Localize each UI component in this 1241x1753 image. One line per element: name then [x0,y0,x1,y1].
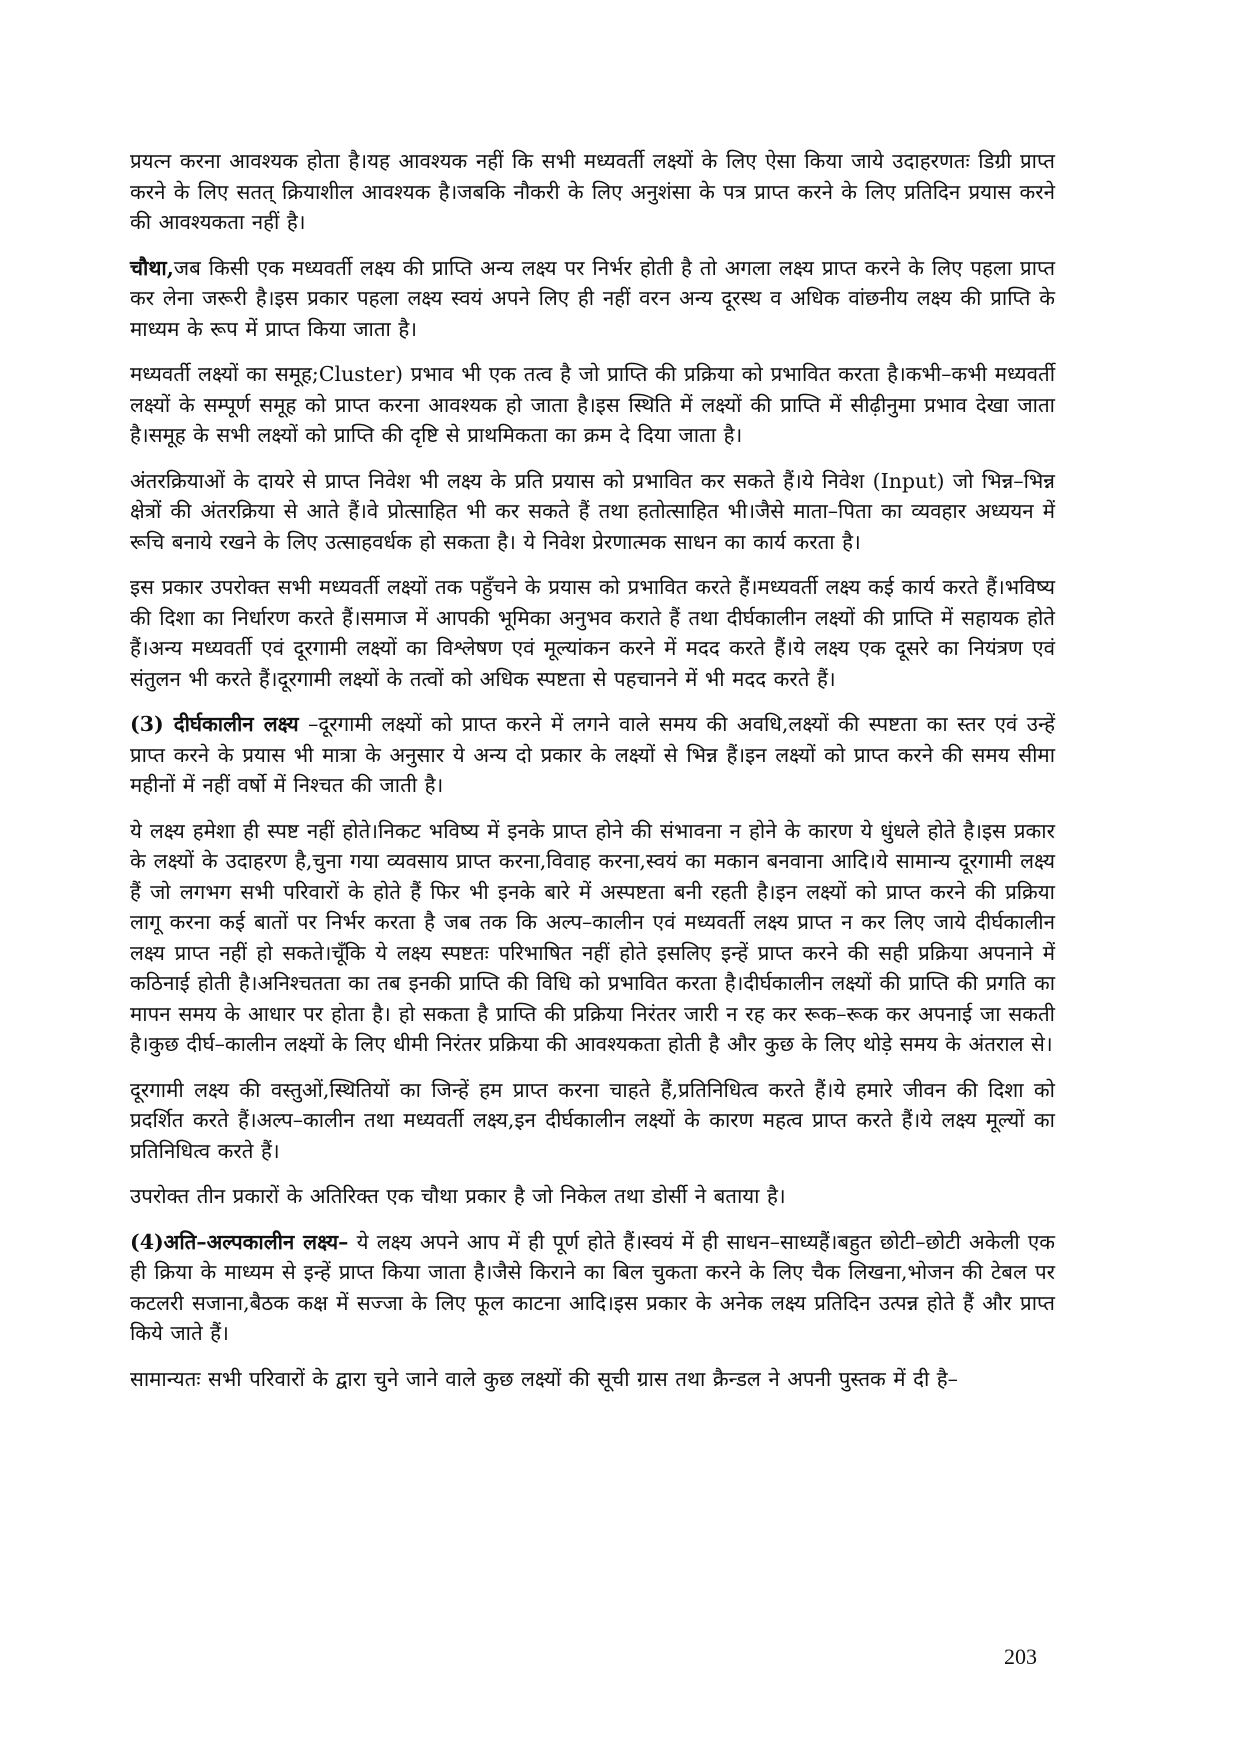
paragraph-cluster-effect [130,359,1055,451]
paragraph-text: सामान्यतः सभी परिवारों के द्वारा चुने जाने वाले कुछ लक्ष्यों की सूची ग्रास तथा क्रैन्डल ने अपनी पुस्तक में दी है– [130,1366,958,1391]
paragraph-text: मध्यवर्ती लक्ष्यों का समूह;Cluster) प्रभाव भी एक तत्व है जो प्राप्ति की प्रक्रिया को प्रभावित करता है।कभी–कभी मध्यवर्ती लक्ष्यों के सम्पूर्ण समूह को प्राप्त करना आवश्यक हो जाता है।इस स्थिति में लक्ष्यों की प्राप्ति में सीढ़ीनुमा प्रभाव देखा जाता है।समूह के सभी लक्ष्यों को प्राप्ति की दृष्टि से प्राथमिकता का क्रम दे दिया जाता है। [130,362,1055,447]
paragraph-text: दूरगामी लक्ष्य की वस्तुओं,स्थितियों का जिन्हें हम प्राप्त करना चाहते हैं,प्रतिनिधित्व करते हैं।ये हमारे जीवन की दिशा को प्रदर्शित करते हैं।अल्प–कालीन तथा मध्यवर्ती लक्ष्य,इन दीर्घकालीन लक्ष्यों के कारण महत्व प्राप्त करते हैं।ये लक्ष्य मूल्यों का प्रतिनिधित्व करते हैं। [130,1077,1055,1163]
paragraph-text: प्रयत्न करना आवश्यक होता है।यह आवश्यक नहीं कि सभी मध्यवर्ती लक्ष्यों के लिए ऐसा किया जाये उदाहरणतः डिग्री प्राप्त करने के लिए सतत् क्रियाशील आवश्यक है।जबकि नौकरी के लिए अनुशंसा के पत्र प्राप्त करने के लिए प्रतिदिन प्रयास करने की आवश्यकता नहीं है। [130,149,1055,234]
paragraph-lead: चौथा, [130,255,174,280]
page-number: 203 [1004,1644,1037,1669]
paragraph-very-short-term-goals [130,1227,1055,1349]
paragraph-fourth-point [130,253,1055,345]
paragraph-text: ये लक्ष्य हमेशा ही स्पष्ट नहीं होते।निकट भविष्य में इनके प्राप्त होने की संभावना न होने के कारण ये धुंधले होते है।इस प्रकार के लक्ष्यों के उदाहरण है,चुना गया व्यवसाय प्राप्त करना,विवाह करना,स्वयं का मकान बनवाना आदि।ये सामान्य दूरगामी लक्ष्य हैं जो लगभग सभी परिवारों के होते हैं फिर भी इनके बारे में अस्पष्टता बनी रहती है।इन लक्ष्यों को प्राप्त करने की प्रक्रिया लागू करना कई बातों पर निर्भर करता है जब तक कि अल्प–कालीन एवं मध्यवर्ती लक्ष्य प्राप्त न कर लिए जाये दीर्घकालीन लक्ष्य प्राप्त नहीं हो सकते।चूँकि ये लक्ष्य स्पष्टतः परिभाषित नहीं होते इसलिए इन्हें प्राप्त करने की सही प्रक्रिया अपनाने में कठिनाई होती है।अनिश्चतता का तब इनकी प्राप्ति की विधि को प्रभावित करता है।दीर्घकालीन लक्ष्यों की प्राप्ति की प्रगति का मापन समय के आधार पर होता है। हो सकता है प्राप्ति की प्रक्रिया निरंतर जारी न रह कर रूक–रूक कर अपनाई जा सकती है।कुछ दीर्घ–कालीन लक्ष्यों के लिए धीमी निरंतर प्रक्रिया की आवश्यकता होती है और कुछ के लिए थोड़े समय के अंतराल से। [130,818,1055,1056]
section-heading: (4)अति–अल्पकालीन लक्ष्य– [130,1229,349,1254]
paragraph-text: इस प्रकार उपरोक्त सभी मध्यवर्ती लक्ष्यों तक पहुँचने के प्रयास को प्रभावित करते हैं।मध्यवर्ती लक्ष्य कई कार्य करते हैं।भविष्य की दिशा का निर्धारण करते हैं।समाज में आपकी भूमिका अनुभव कराते हैं तथा दीर्घकालीन लक्ष्यों की प्राप्ति में सहायक होते हैं।अन्य मध्यवर्ती एवं दूरगामी लक्ष्यों का विश्लेषण एवं मूल्यांकन करने में मदद करते हैं।ये लक्ष्य एक दूसरे का नियंत्रण एवं संतुलन भी करते हैं।दूरगामी लक्ष्यों के तत्वों को अधिक स्पष्टता से पहचानने में भी मदद करते हैं। [130,575,1055,691]
paragraph-interaction-input [130,466,1055,558]
paragraph-text: अंतरक्रियाओं के दायरे से प्राप्त निवेश भी लक्ष्य के प्रति प्रयास को प्रभावित कर सकते हैं।ये निवेश (Input) जो भिन्न–भिन्न क्षेत्रों की अंतरक्रिया से आते हैं।वे प्रोत्साहित भी कर सकते हैं तथा हतोत्साहित भी।जैसे माता–पिता का व्यवहार अध्ययन में रूचि बनाये रखने के लिए उत्साहवर्धक हो सकता है। ये निवेश प्रेरणात्मक साधन का कार्य करता है। [130,468,1056,554]
paragraph-text: –दूरगामी लक्ष्यों को प्राप्त करने में लगने वाले समय की अवधि,लक्ष्यों की स्पष्टता का स्तर एवं उन्हें प्राप्त करने के प्रयास भी मात्रा के अनुसार ये अन्य दो प्रकार के लक्ष्यों से भिन्न हैं।इन लक्ष्यों को प्राप्त करने की समय सीमा महीनों में नहीं वर्षो में निश्चत की जाती है। [130,712,1055,797]
paragraph-long-term-goals-heading [130,709,1055,801]
paragraph-goals-list-intro [130,1364,1055,1395]
paragraph-text: ये लक्ष्य अपने आप में ही पूर्ण होते हैं।स्वयं में ही साधन–साध्यहैं।बहुत छोटी–छोटी अकेली एक ही क्रिया के माध्यम से इन्हें प्राप्त किया जाता है।जैसे किराने का बिल चुकता करने के लिए चैक लिखना,भोजन की टेबल पर कटलरी सजाना,बैठक कक्ष में सज्जा के लिए फूल काटना आदि।इस प्रकार के अनेक लक्ष्य प्रतिदिन उत्पन्न होते हैं और प्राप्त किये जाते हैं। [130,1229,1055,1345]
paragraph-fourth-type-intro [130,1181,1055,1212]
paragraph-long-term-goals-detail [130,816,1055,1060]
section-heading: (3) दीर्घकालीन लक्ष्य [130,712,299,736]
paragraph-text: जब किसी एक मध्यवर्ती लक्ष्य की प्राप्ति अन्य लक्ष्य पर निर्भर होती है तो अगला लक्ष्य प्राप्त करने के लिए पहला प्राप्त कर लेना जरूरी है।इस प्रकार पहला लक्ष्य स्वयं अपने लिए ही नहीं वरन अन्य दूरस्थ व अधिक वांछनीय लक्ष्य की प्राप्ति के माध्यम के रूप में प्राप्त किया जाता है। [130,255,1055,341]
page-body [130,146,1055,1409]
paragraph-text: उपरोक्त तीन प्रकारों के अतिरिक्त एक चौथा प्रकार है जो निकेल तथा डोर्सी ने बताया है। [130,1184,786,1208]
paragraph-long-term-goals-values [130,1075,1055,1167]
paragraph-intermediate-functions [130,572,1055,694]
paragraph-intermediate-goals-effort [130,146,1055,238]
